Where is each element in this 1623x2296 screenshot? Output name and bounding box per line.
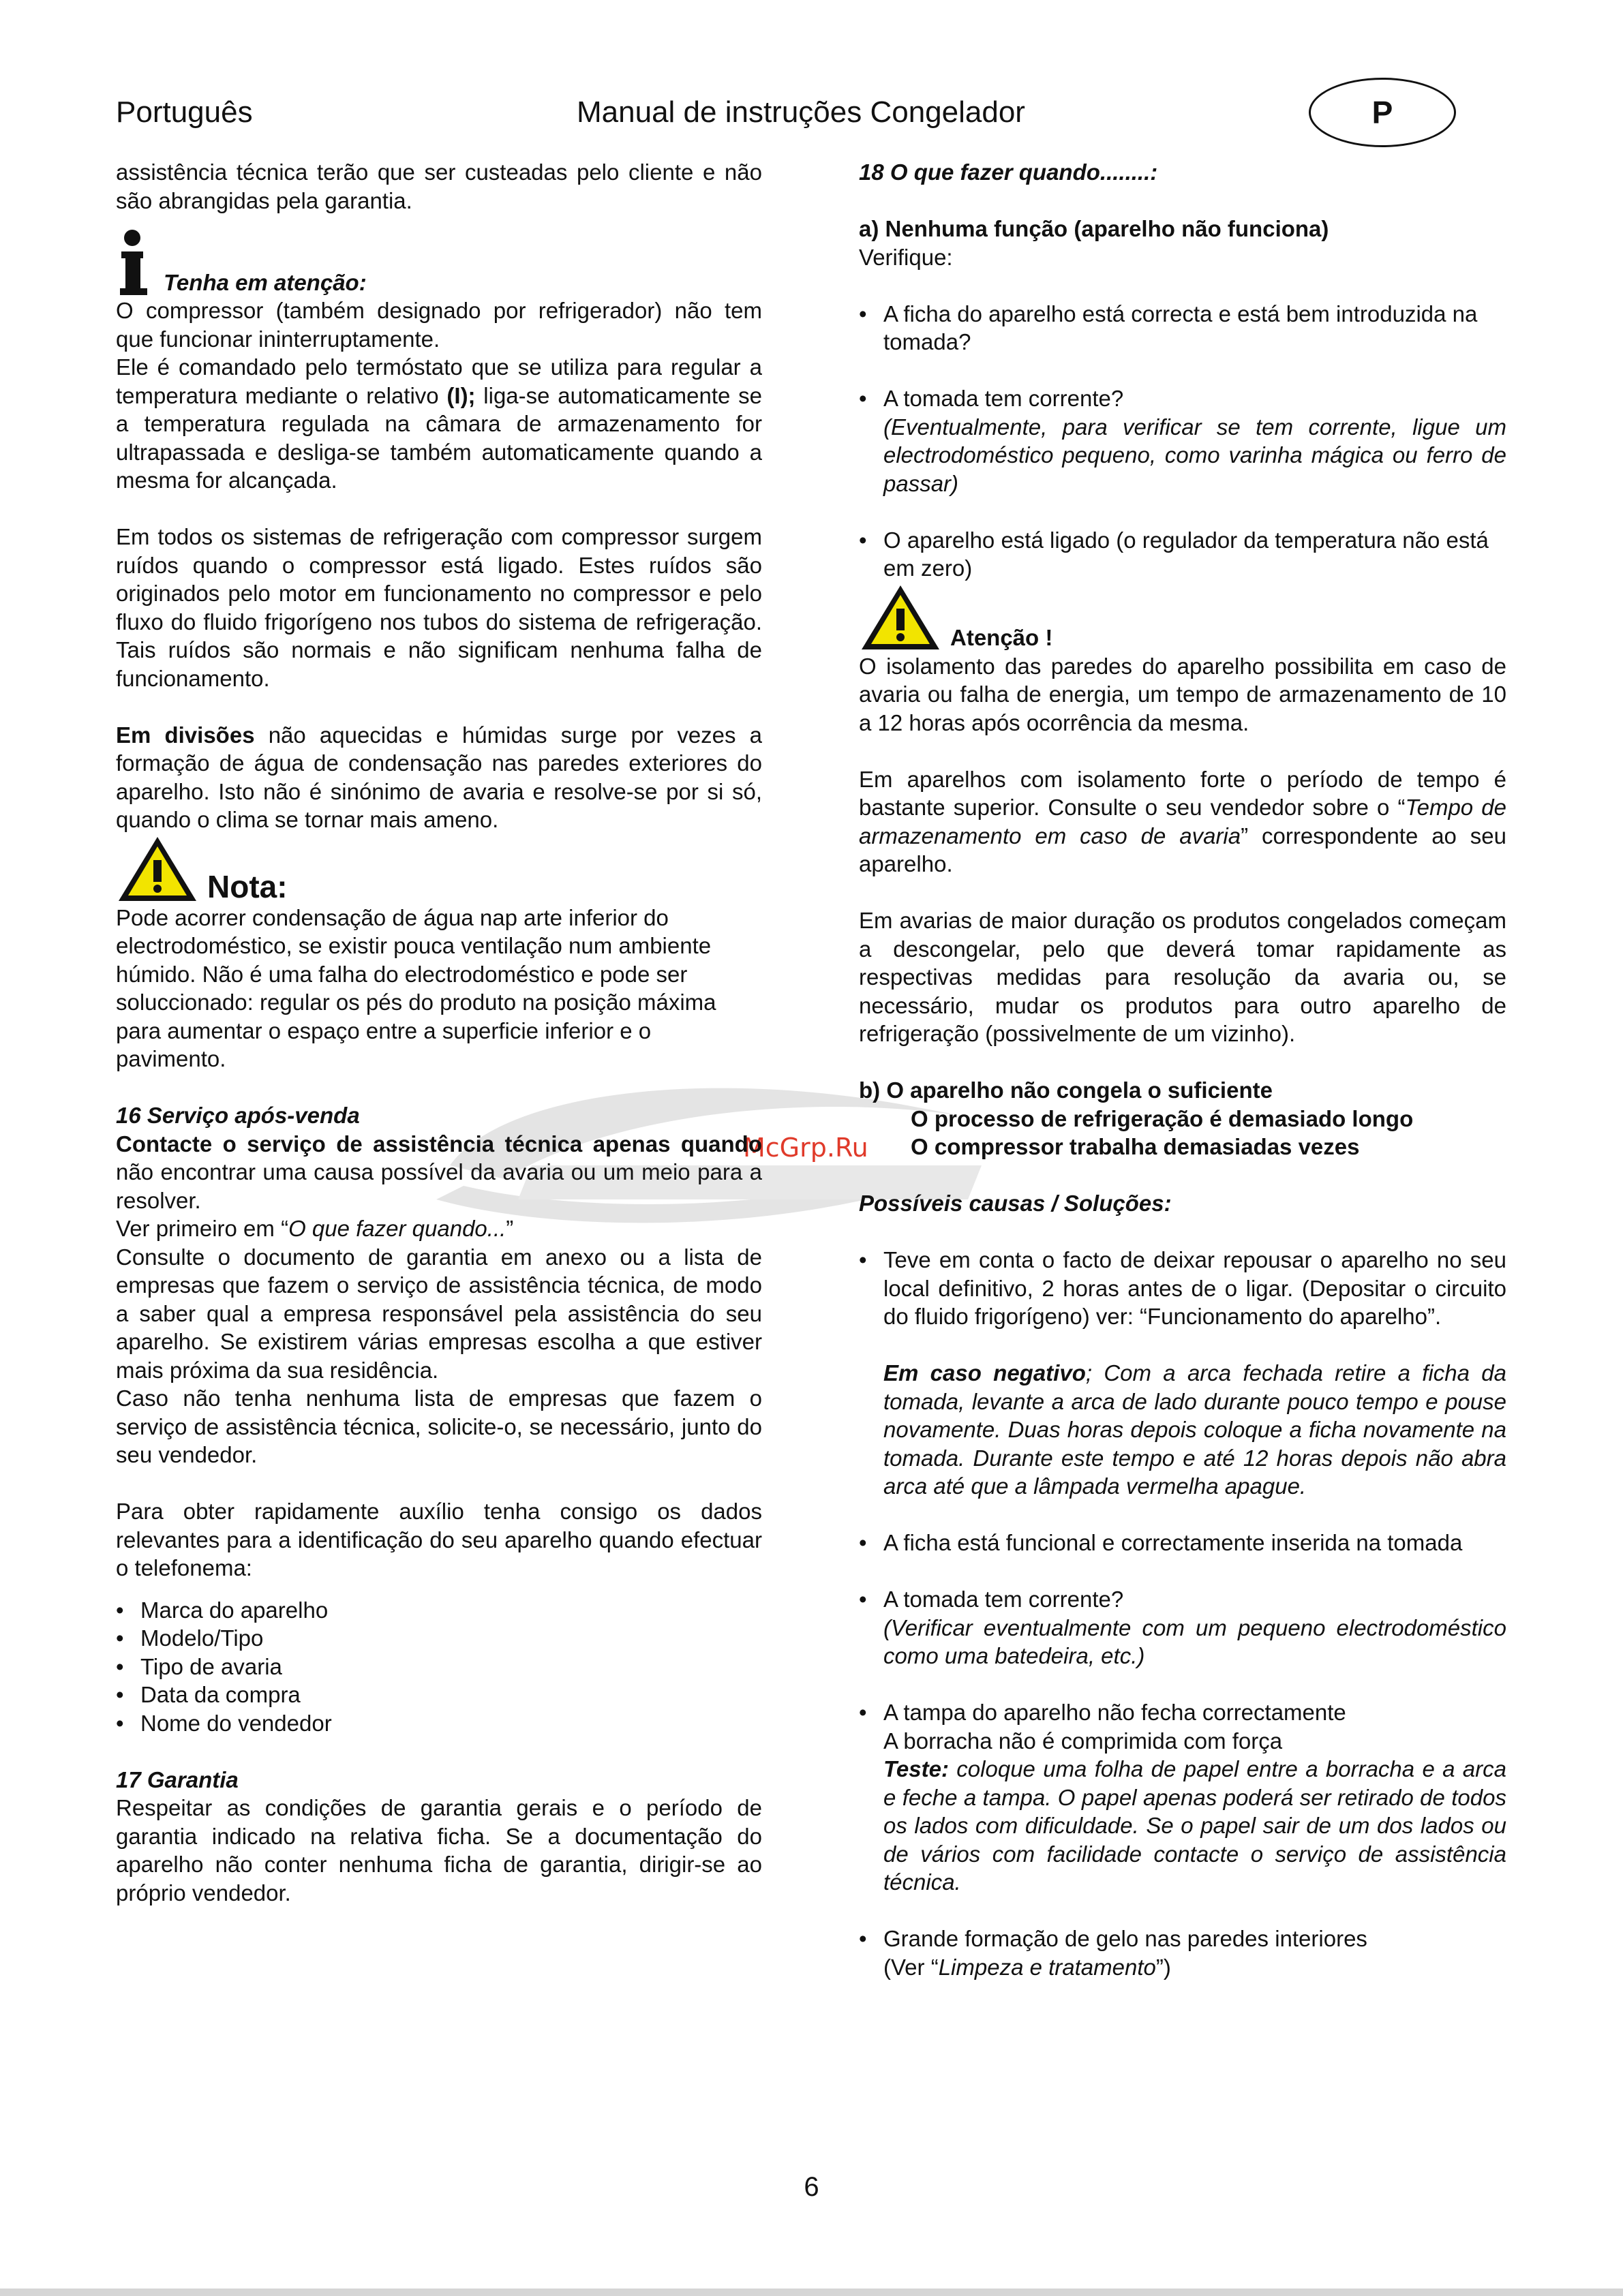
language-badge: P — [1309, 78, 1456, 147]
atencao-heading — [859, 583, 1506, 652]
section-16-title: 16 Serviço após-venda — [116, 1103, 360, 1128]
header-title: Manual de instruções Congelador — [577, 95, 1025, 129]
list-item: • A tomada tem corrente? (Eventualmente, para verificar se tem corrente, ligue um electrodoméstico pequeno, como varinha mágica ou ferro de passar) — [859, 384, 1506, 498]
section-16-help: Para obter rapidamente auxílio tenha consigo os dados relevantes para a identificação do seu aparelho quando efectuar o telefonema: — [116, 1499, 762, 1580]
attention-heading — [116, 228, 762, 296]
section-18-title: 18 O que fazer quando........: — [859, 159, 1158, 185]
device-data-list — [116, 1596, 762, 1738]
noise-paragraph: Em todos os sistemas de refrigeração com compressor surgem ruídos quando o compressor está ligado. Estes ruídos são originados pelo motor em funcionamento no compressor e pelo fluxo do fluido frigorígeno nos tubos do sistema de refrigeração. Tais ruídos são normais e não significam nenhuma falha de funcionamento. — [116, 524, 762, 691]
list-item: • Modelo/Tipo — [116, 1624, 762, 1653]
case-a-check: Verifique: — [859, 244, 953, 270]
causes-list-3 — [859, 1585, 1506, 1670]
causes-list-4 — [859, 1698, 1506, 1897]
list-item: • A ficha do aparelho está correcta e está bem introduzida na tomada? — [859, 300, 1506, 356]
attention-title: Tenha em atenção: — [164, 269, 367, 295]
list-item: • Tipo de avaria — [116, 1653, 762, 1681]
atencao-title: Atenção ! — [950, 625, 1053, 650]
atencao-paragraph: O isolamento das paredes do aparelho possibilita em caso de avaria ou falha de energia, um tempo de armazenamento de 10 a 12 horas após ocorrência da mesma. — [859, 653, 1506, 735]
warning-icon — [859, 583, 942, 652]
section-17-title: 17 Garantia — [116, 1766, 239, 1792]
list-item: • A ficha está funcional e correctamente inserida na tomada — [859, 1529, 1506, 1557]
bottom-divider — [0, 2289, 1623, 2296]
case-b-title-2: O processo de refrigeração é demasiado longo — [911, 1105, 1414, 1131]
list-item: • Grande formação de gelo nas paredes interiores (Ver “Limpeza e tratamento”) — [859, 1925, 1506, 1981]
compressor-paragraph-1: O compressor (também designado por refrigerador) não tem que funcionar ininterruptamente. — [116, 298, 762, 352]
page-header — [116, 95, 1452, 164]
section-16-contact: Contacte o serviço de assistência técnica apenas quando não encontrar uma causa possível da avaria ou um meio para a resolver. — [116, 1131, 762, 1213]
case-a-list-2 — [859, 384, 1506, 498]
list-item: • O aparelho está ligado (o regulador da temperatura não está em zero) — [859, 526, 1506, 583]
info-icon — [116, 228, 151, 296]
header-language: Português — [116, 95, 253, 129]
section-17-text: Respeitar as condições de garantia gerais e o período de garantia indicado na relativa ficha. Se a documentação do aparelho não conter nenhuma ficha de garantia, dirigir-se ao próprio vendedor. — [116, 1795, 762, 1905]
list-item: • A tampa do aparelho não fecha correctamente A borracha não é comprimida com força Teste: coloque uma folha de papel entre a borracha e a arca e feche a tampa. O papel apenas poderá ser retirado de todos os lados com dificuldade. Se o papel sair de um dos lados ou de vários com facilidade contacte o serviço de assistência técnica. — [859, 1698, 1506, 1897]
causes-list — [859, 1246, 1506, 1501]
long-failure-paragraph: Em avarias de maior duração os produtos congelados começam a descongelar, pelo que deverá tomar rapidamente as respectivas medidas para resolução da avaria ou, se necessário, mudar os produtos para outro aparelho de refrigeração (possivelmente de um vizinho). — [859, 908, 1506, 1046]
compressor-paragraph-2: Ele é comandado pelo termóstato que se utiliza para regular a temperatura mediante o relativo (I); liga-se automaticamente se a temperatura regulada na câmara de armazenamento for ultrapassada e desliga-se também automaticamente quando a mesma for alcançada. — [116, 354, 762, 493]
right-column — [859, 158, 1506, 1981]
section-16-see-first: Ver primeiro em “O que fazer quando...” — [116, 1216, 514, 1241]
list-item: • Marca do aparelho — [116, 1596, 762, 1625]
case-b-title-3: O compressor trabalha demasiadas vezes — [911, 1134, 1360, 1159]
page-number: 6 — [804, 2172, 819, 2202]
causes-list-2 — [859, 1529, 1506, 1557]
nota-title: Nota: — [207, 868, 288, 904]
insulation-paragraph: Em aparelhos com isolamento forte o período de tempo é bastante superior. Consulte o seu vendedor sobre o “Tempo de armazenamento em caso de avaria” correspondente ao seu aparelho. — [859, 766, 1506, 876]
intro-paragraph: assistência técnica terão que ser custeadas pelo cliente e não são abrangidas pela garantia. — [116, 159, 762, 213]
site-watermark: McGrp.Ru — [743, 1133, 868, 1163]
case-a-title: a) Nenhuma função (aparelho não funciona) — [859, 216, 1329, 241]
case-a-list-3 — [859, 526, 1506, 583]
case-b-title-1: b) O aparelho não congela o suficiente — [859, 1077, 1273, 1103]
case-a-list — [859, 300, 1506, 356]
left-column — [116, 158, 762, 1907]
nota-paragraph: Pode acorrer condensação de água nap arte inferior do electrodoméstico, se existir pouca ventilação num ambiente húmido. Não é uma falha do electrodoméstico e pode ser soluccionado: regular os pés do produto na posição máxima para aumentar o espaço entre a superficie inferior e o pavimento. — [116, 904, 716, 1071]
divisions-paragraph: Em divisões não aquecidas e húmidas surge por vezes a formação de água de condensação nas paredes exteriores do aparelho. Isto não é sinónimo de avaria e resolve-se por si só, quando o clima se tornar mais ameno. — [116, 722, 763, 832]
causes-title: Possíveis causas / Soluções: — [859, 1191, 1172, 1216]
section-16-no-list: Caso não tenha nenhuma lista de empresas que fazem o serviço de assistência técnica, solicite-o, se necessário, junto do seu vendedor. — [116, 1386, 762, 1467]
causes-list-5 — [859, 1925, 1506, 1981]
warning-icon — [116, 834, 199, 904]
list-item: • Nome do vendedor — [116, 1709, 762, 1738]
nota-heading — [116, 834, 762, 904]
section-16-consult: Consulte o documento de garantia em anexo ou a lista de empresas que fazem o serviço de assistência técnica, de modo a saber qual a empresa responsável pela assistência do seu aparelho. Se existirem várias empresas escolha a que estiver mais próxima da sua residência. — [116, 1244, 762, 1383]
list-item: • A tomada tem corrente? (Verificar eventualmente com um pequeno electrodoméstico como uma batedeira, etc.) — [859, 1585, 1506, 1670]
list-item: • Teve em conta o facto de deixar repousar o aparelho no seu local definitivo, 2 horas antes de o ligar. (Depositar o circuito do fluido frigorígeno) ver: “Funcionamento do aparelho”. Em caso negativo; Com a arca fechada retire a ficha da tomada, levante a arca de lado durante pouco tempo e pouse novamente. Duas horas depois coloque a ficha novamente na tomada. Durante este tempo e até 12 horas depois não abra arca até que a lâmpada vermelha apague. — [859, 1246, 1506, 1501]
list-item: • Data da compra — [116, 1681, 762, 1709]
